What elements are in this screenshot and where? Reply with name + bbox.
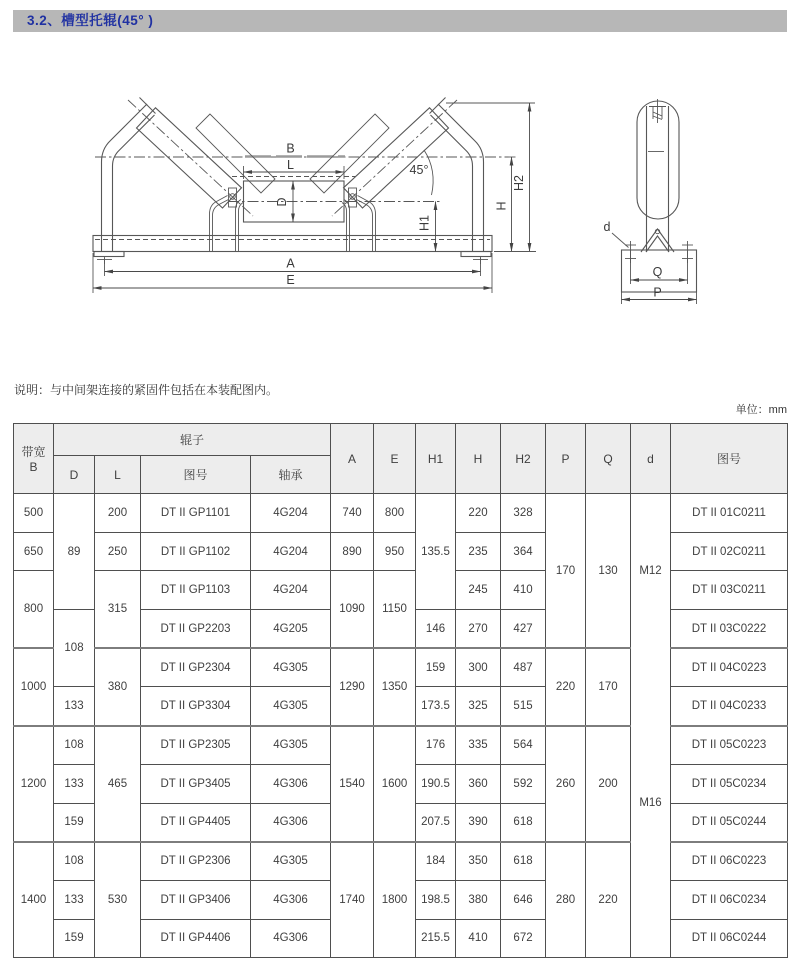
col-header-roller-l: L	[95, 456, 141, 494]
table-cell: DT II 06C0244	[671, 919, 788, 958]
table-cell: 650	[14, 532, 54, 571]
table-cell: 390	[456, 803, 501, 842]
dimension-lines	[93, 103, 536, 293]
spec-table	[13, 423, 788, 958]
col-header-h: H	[456, 424, 501, 494]
table-cell: DT II GP1101	[141, 494, 251, 533]
table-cell: 380	[95, 648, 141, 725]
table-cell: 135.5	[416, 494, 456, 610]
left-hanger-bracket	[210, 188, 244, 251]
d-leader-line	[612, 233, 629, 248]
bandwidth-label-line2: B	[29, 460, 38, 474]
section-title: 3.2、槽型托辊(45° )	[27, 13, 154, 28]
table-cell: 159	[416, 648, 456, 687]
table-cell: 260	[546, 726, 586, 842]
table-cell: 410	[501, 571, 546, 610]
table-cell: 108	[54, 842, 95, 881]
table-cell: DT II 05C0234	[671, 764, 788, 803]
table-cell: DT II GP1102	[141, 532, 251, 571]
table-cell: 4G204	[251, 571, 331, 610]
right-end-bracket	[430, 98, 484, 253]
table-cell: 335	[456, 726, 501, 765]
table-cell: 133	[54, 880, 95, 919]
table-cell: 220	[546, 648, 586, 725]
table-cell: M12	[631, 494, 671, 649]
table-cell: 487	[501, 648, 546, 687]
col-header-h2: H2	[501, 424, 546, 494]
dim-label-angle: 45°	[409, 163, 429, 177]
dim-label-b: B	[286, 141, 295, 156]
table-cell: 130	[586, 494, 631, 649]
dim-label-a: A	[286, 256, 295, 271]
table-cell: 108	[54, 726, 95, 765]
table-cell: 245	[456, 571, 501, 610]
table-cell: DT II 03C0222	[671, 610, 788, 649]
table-cell: 950	[374, 532, 416, 571]
dim-label-h2: H2	[512, 175, 526, 191]
table-cell: 280	[546, 842, 586, 958]
table-cell: 159	[54, 803, 95, 842]
table-cell: 198.5	[416, 880, 456, 919]
table-cell: DT II GP2203	[141, 610, 251, 649]
col-header-d: d	[631, 424, 671, 494]
side-view	[604, 99, 697, 304]
col-header-roller-bearing: 轴承	[251, 456, 331, 494]
col-header-drawing-no: 图号	[671, 424, 788, 494]
table-cell: 1290	[331, 648, 374, 725]
dim-label-e: E	[286, 273, 295, 287]
dim-label-q: Q	[652, 265, 663, 279]
table-cell: 1000	[14, 648, 54, 725]
table-cell: 740	[331, 494, 374, 533]
table-cell: 364	[501, 532, 546, 571]
dim-label-d-roller: D	[275, 197, 289, 207]
table-cell: 1400	[14, 842, 54, 958]
side-roller-body	[637, 101, 679, 219]
table-cell: DT II GP2305	[141, 726, 251, 765]
table-cell: 200	[586, 726, 631, 842]
table-row	[14, 571, 788, 610]
table-cell: 360	[456, 764, 501, 803]
col-header-roller-d: D	[54, 456, 95, 494]
table-cell: 215.5	[416, 919, 456, 958]
table-cell: 159	[54, 919, 95, 958]
table-row	[14, 842, 788, 881]
table-cell: 530	[95, 842, 141, 958]
table-cell: 315	[95, 571, 141, 648]
table-cell: 200	[95, 494, 141, 533]
table-cell: 4G305	[251, 648, 331, 687]
table-cell: 190.5	[416, 764, 456, 803]
section-title-bar	[13, 10, 787, 32]
table-row	[14, 532, 788, 571]
table-cell: 4G305	[251, 842, 331, 881]
table-cell: 800	[14, 571, 54, 648]
table-cell: DT II GP4405	[141, 803, 251, 842]
table-cell: 618	[501, 803, 546, 842]
table-cell: 207.5	[416, 803, 456, 842]
col-header-roller-group: 辊子	[54, 424, 331, 456]
dim-label-bolt-d: d	[603, 220, 611, 234]
table-cell: 328	[501, 494, 546, 533]
note-text: 说明：与中间架连接的紧固件包括在本装配图内。	[14, 383, 279, 397]
table-cell: 592	[501, 764, 546, 803]
table-cell: 350	[456, 842, 501, 881]
table-cell: 235	[456, 532, 501, 571]
table-cell: 465	[95, 726, 141, 842]
table-cell: 4G204	[251, 532, 331, 571]
table-cell: 618	[501, 842, 546, 881]
table-cell: DT II GP2304	[141, 648, 251, 687]
table-cell: DT II 04C0233	[671, 687, 788, 726]
col-header-roller-drawing: 图号	[141, 456, 251, 494]
bandwidth-label-line1: 带宽	[21, 445, 46, 459]
table-cell: 173.5	[416, 687, 456, 726]
col-header-p: P	[546, 424, 586, 494]
unit-label: 单位：mm	[735, 404, 787, 416]
dim-label-p: P	[653, 285, 662, 300]
table-cell: 672	[501, 919, 546, 958]
table-cell: 4G305	[251, 726, 331, 765]
table-cell: DT II 02C0211	[671, 532, 788, 571]
table-cell: 220	[456, 494, 501, 533]
table-cell: DT II 04C0223	[671, 648, 788, 687]
axle-slot	[649, 99, 666, 123]
table-cell: DT II GP1103	[141, 571, 251, 610]
table-cell: 1350	[374, 648, 416, 725]
table-cell: 146	[416, 610, 456, 649]
table-cell: DT II GP3304	[141, 687, 251, 726]
table-cell: 4G306	[251, 764, 331, 803]
table-cell: DT II 06C0223	[671, 842, 788, 881]
table-cell: 108	[54, 610, 95, 687]
dim-label-h1: H1	[417, 215, 432, 231]
table-cell: 1600	[374, 726, 416, 842]
table-cell: 325	[456, 687, 501, 726]
table-cell: 250	[95, 532, 141, 571]
table-cell: 646	[501, 880, 546, 919]
table-cell: 184	[416, 842, 456, 881]
table-cell: 170	[586, 648, 631, 725]
col-header-bandwidth	[14, 424, 54, 494]
table-cell: 176	[416, 726, 456, 765]
table-cell: 1740	[331, 842, 374, 958]
table-cell: 220	[586, 842, 631, 958]
table-cell: 1090	[331, 571, 374, 648]
table-row	[14, 494, 788, 533]
table-cell: 380	[456, 880, 501, 919]
header-row-1	[14, 424, 788, 456]
table-cell: 4G305	[251, 687, 331, 726]
table-cell: 4G306	[251, 919, 331, 958]
table-cell: 89	[54, 494, 95, 610]
table-cell: 170	[546, 494, 586, 649]
table-cell: DT II GP2306	[141, 842, 251, 881]
table-cell: 410	[456, 919, 501, 958]
table-cell: 4G306	[251, 880, 331, 919]
table-cell: 515	[501, 687, 546, 726]
col-header-a: A	[331, 424, 374, 494]
col-header-q: Q	[586, 424, 631, 494]
table-cell: DT II 03C0211	[671, 571, 788, 610]
technical-diagram	[0, 40, 800, 350]
table-cell: 1540	[331, 726, 374, 842]
table-cell: DT II 01C0211	[671, 494, 788, 533]
table-header	[14, 424, 788, 494]
table-cell: 500	[14, 494, 54, 533]
table-cell: 133	[54, 687, 95, 726]
table-cell: DT II 05C0223	[671, 726, 788, 765]
col-header-h1: H1	[416, 424, 456, 494]
spec-table-body	[14, 494, 788, 958]
front-view	[93, 98, 536, 294]
table-cell: DT II 05C0244	[671, 803, 788, 842]
table-cell: DT II GP3405	[141, 764, 251, 803]
table-cell: DT II 06C0234	[671, 880, 788, 919]
table-cell: 4G204	[251, 494, 331, 533]
table-cell: 133	[54, 764, 95, 803]
table-cell: M16	[631, 648, 671, 958]
right-hanger-bracket	[342, 188, 376, 251]
table-row	[14, 726, 788, 765]
table-cell: 270	[456, 610, 501, 649]
table-cell: 890	[331, 532, 374, 571]
dim-label-l: L	[287, 158, 294, 172]
table-cell: 4G306	[251, 803, 331, 842]
table-cell: DT II GP3406	[141, 880, 251, 919]
table-cell: DT II GP4406	[141, 919, 251, 958]
left-end-bracket	[102, 98, 156, 253]
table-cell: 1800	[374, 842, 416, 958]
table-row	[14, 648, 788, 687]
table-cell: 800	[374, 494, 416, 533]
table-cell: 4G205	[251, 610, 331, 649]
table-cell: 300	[456, 648, 501, 687]
table-cell: 1150	[374, 571, 416, 648]
col-header-e: E	[374, 424, 416, 494]
table-cell: 427	[501, 610, 546, 649]
table-cell: 1200	[14, 726, 54, 842]
dim-label-h: H	[494, 201, 509, 211]
table-cell: 564	[501, 726, 546, 765]
